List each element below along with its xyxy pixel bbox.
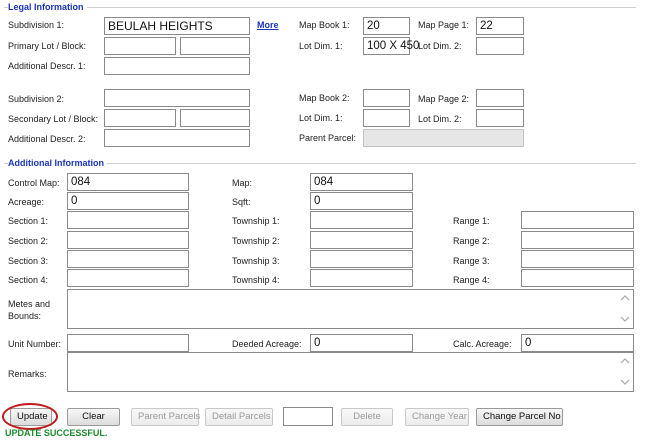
section3-label: Section 3: (8, 256, 49, 266)
additional-section-legend: Additional Information (8, 158, 107, 168)
township3-input[interactable] (310, 250, 413, 268)
mapbook2-label: Map Book 2: (299, 93, 350, 103)
detail-parcels-button[interactable]: Detail Parcels (205, 408, 273, 426)
acreage-label: Acreage: (8, 197, 45, 207)
secondary-block-input[interactable] (180, 109, 250, 127)
section1-input[interactable] (67, 211, 189, 229)
range1-input[interactable] (521, 211, 634, 229)
mappage2-label: Map Page 2: (418, 94, 470, 104)
sqft-input[interactable]: 0 (310, 192, 413, 210)
subdivision1-label: Subdivision 1: (8, 20, 65, 30)
township4-input[interactable] (310, 269, 413, 287)
township1-label: Township 1: (232, 216, 280, 226)
sqft-label: Sqft: (232, 197, 251, 207)
range2-label: Range 2: (453, 236, 490, 246)
lotdim2b-label: Lot Dim. 2: (418, 114, 462, 124)
mappage1-input[interactable]: 22 (476, 17, 524, 35)
subdivision2-input[interactable] (104, 89, 250, 107)
lotdim2-label: Lot Dim. 2: (418, 41, 462, 51)
range1-label: Range 1: (453, 216, 490, 226)
lotdim2-input[interactable] (476, 37, 524, 55)
chevron-up-icon[interactable] (619, 356, 631, 366)
primary-lot-input[interactable] (104, 37, 176, 55)
range2-input[interactable] (521, 231, 634, 249)
parent-parcel-input (363, 129, 524, 147)
range3-label: Range 3: (453, 256, 490, 266)
adddescr1-label: Additional Descr. 1: (8, 61, 86, 71)
remarks-textarea[interactable] (67, 352, 634, 392)
township3-label: Township 3: (232, 256, 280, 266)
status-message: UPDATE SUCCESSFUL. (5, 428, 108, 438)
control-map-label: Control Map: (8, 178, 60, 188)
primary-lot-label: Primary Lot / Block: (8, 41, 87, 51)
mappage2-input[interactable] (476, 89, 524, 107)
clear-button[interactable]: Clear (67, 408, 120, 426)
remarks-label: Remarks: (8, 369, 47, 379)
range4-input[interactable] (521, 269, 634, 287)
lotdim1-label: Lot Dim. 1: (299, 41, 343, 51)
mappage1-label: Map Page 1: (418, 20, 470, 30)
adddescr1-input[interactable] (104, 57, 250, 75)
adddescr2-input[interactable] (104, 129, 250, 147)
unit-number-input[interactable] (67, 334, 189, 352)
primary-block-input[interactable] (180, 37, 250, 55)
lotdim1-input[interactable]: 100 X 450 (363, 37, 410, 55)
calc-acreage-label: Calc. Acreage: (453, 339, 512, 349)
section4-label: Section 4: (8, 275, 49, 285)
section4-input[interactable] (67, 269, 189, 287)
more-link[interactable]: More (257, 20, 279, 30)
mapbook1-input[interactable]: 20 (363, 17, 410, 35)
secondary-lot-input[interactable] (104, 109, 176, 127)
metes-bounds-label-line2: Bounds: (8, 311, 42, 321)
secondary-lot-label: Secondary Lot / Block: (8, 114, 99, 124)
chevron-down-icon[interactable] (619, 378, 631, 388)
township4-label: Township 4: (232, 275, 280, 285)
acreage-input[interactable]: 0 (67, 192, 189, 210)
map-input[interactable]: 084 (310, 173, 413, 191)
calc-acreage-input[interactable]: 0 (521, 334, 634, 352)
lotdim1b-input[interactable] (363, 109, 410, 127)
section1-label: Section 1: (8, 216, 49, 226)
range3-input[interactable] (521, 250, 634, 268)
subdivision1-input[interactable]: BEULAH HEIGHTS (104, 17, 250, 35)
deeded-acreage-label: Deeded Acreage: (232, 339, 302, 349)
update-highlight-ring (2, 403, 58, 430)
change-year-button[interactable]: Change Year (405, 408, 469, 426)
chevron-up-icon[interactable] (619, 293, 631, 303)
township2-input[interactable] (310, 231, 413, 249)
metes-bounds-textarea[interactable] (67, 289, 634, 329)
delete-button[interactable]: Delete (341, 408, 393, 426)
metes-bounds-label-line1: Metes and (8, 299, 51, 309)
section2-input[interactable] (67, 231, 189, 249)
section3-input[interactable] (67, 250, 189, 268)
parcel-number-input[interactable] (283, 407, 333, 426)
range4-label: Range 4: (453, 275, 490, 285)
township2-label: Township 2: (232, 236, 280, 246)
legal-section-border (4, 7, 636, 8)
mapbook1-label: Map Book 1: (299, 20, 350, 30)
parent-parcels-button[interactable]: Parent Parcels (131, 408, 199, 426)
unit-number-label: Unit Number: (8, 339, 62, 349)
legal-section-legend: Legal Information (8, 2, 87, 12)
map-label: Map: (232, 178, 253, 188)
lotdim2b-input[interactable] (476, 109, 524, 127)
change-parcel-no-button[interactable]: Change Parcel No (476, 408, 563, 426)
deeded-acreage-input[interactable]: 0 (310, 334, 413, 352)
adddescr2-label: Additional Descr. 2: (8, 134, 86, 144)
update-button[interactable]: Update (10, 408, 52, 426)
mapbook2-input[interactable] (363, 89, 410, 107)
section2-label: Section 2: (8, 236, 49, 246)
chevron-down-icon[interactable] (619, 315, 631, 325)
subdivision2-label: Subdivision 2: (8, 94, 65, 104)
township1-input[interactable] (310, 211, 413, 229)
lotdim1b-label: Lot Dim. 1: (299, 113, 343, 123)
parent-parcel-label: Parent Parcel: (299, 133, 357, 143)
control-map-input[interactable]: 084 (67, 173, 189, 191)
